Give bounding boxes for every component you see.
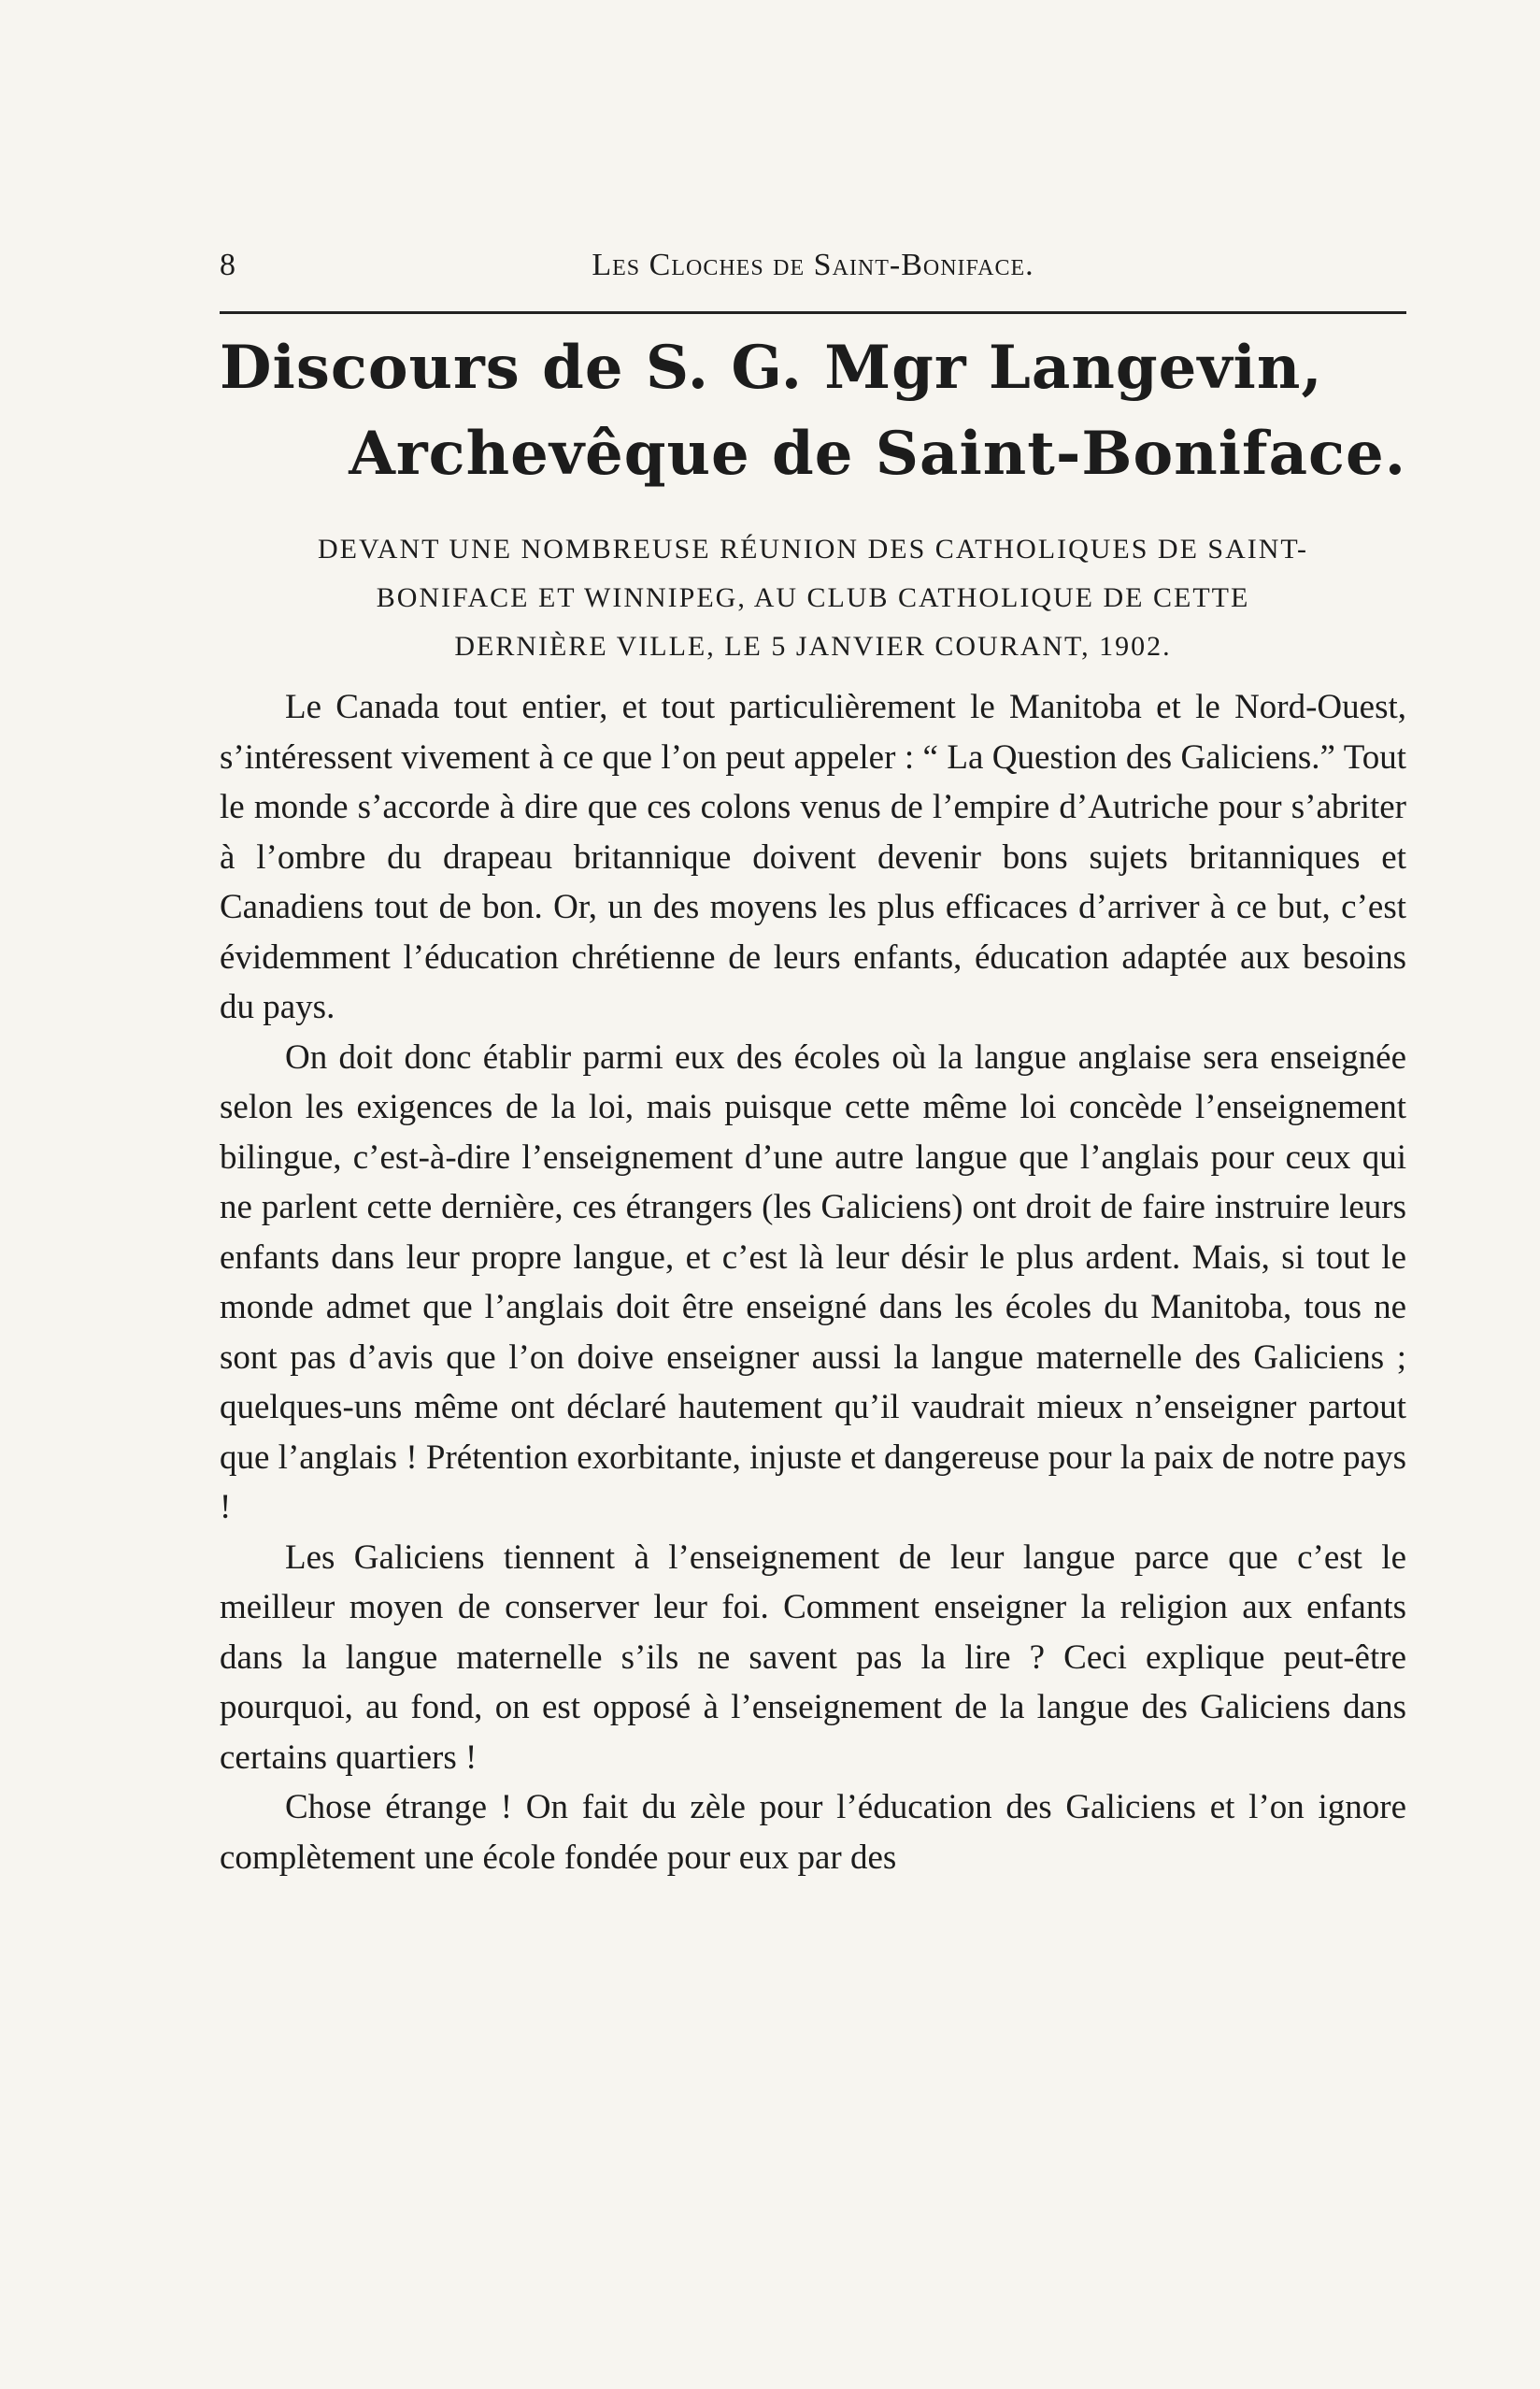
subtitle-line: DEVANT UNE NOMBREUSE RÉUNION DES CATHOLIQUES DE SAINT- xyxy=(318,534,1308,565)
paragraph: Le Canada tout entier, et tout particulièrement le Manitoba et le Nord-Ouest, s’intéressent vivement à ce que l’on peut appeler : “ La Question des Galiciens.” Tout le monde s’accorde à dire que ces colons venus de l’empire d’Autriche pour s’abriter à l’ombre du drapeau britannique doivent devenir bons sujets britanniques et Canadiens tout de bon. Or, un des moyens les plus efficaces d’arriver à ce but, c’est évidemment l’éducation chrétienne de leurs enfants, éducation adaptée aux besoins du pays. xyxy=(220,688,1406,1026)
running-title: Les Cloches de Saint-Boniface. xyxy=(592,248,1034,282)
subtitle-line: DERNIÈRE VILLE, LE 5 JANVIER COURANT, 1902. xyxy=(454,631,1172,662)
book-page xyxy=(220,238,1406,1882)
subtitle-line: BONIFACE ET WINNIPEG, AU CLUB CATHOLIQUE DE CETTE xyxy=(376,582,1250,613)
article-title-line-1: Discours de S. G. Mgr Langevin, xyxy=(220,333,1323,403)
paragraph: Les Galiciens tiennent à l’enseignement de leur langue parce que c’est le meilleur moyen de conserver leur foi. Comment enseigner la religion aux enfants dans la langue maternelle s’ils ne savent pas la lire ? Ceci explique peut-être pourquoi, au fond, on est opposé à l’enseignement de la langue des Galiciens dans certains quartiers ! xyxy=(220,1538,1406,1777)
running-header xyxy=(220,238,1406,285)
article-title-line-2: Archevêque de Saint-Boniface. xyxy=(349,419,1406,489)
article-subtitle xyxy=(220,525,1406,671)
header-rule xyxy=(220,311,1406,314)
article-body xyxy=(220,682,1406,1882)
page-number: 8 xyxy=(220,248,236,282)
paragraph: Chose étrange ! On fait du zèle pour l’éducation des Galiciens et l’on ignore complètement une école fondée pour eux par des xyxy=(220,1788,1406,1877)
paragraph: On doit donc établir parmi eux des écoles où la langue anglaise sera enseignée selon les exigences de la loi, mais puisque cette même loi concède l’enseignement bilingue, c’est-à-dire l’enseignement d’une autre langue que l’anglais pour ceux qui ne parlent cette dernière, ces étrangers (les Galiciens) ont droit de faire instruire leurs enfants dans leur propre langue, et c’est là leur désir le plus ardent. Mais, si tout le monde admet que l’anglais doit être enseigné dans les écoles du Manitoba, tous ne sont pas d’avis que l’on doive enseigner aussi la langue maternelle des Galiciens ; quelques-uns même ont déclaré hautement qu’il vaudrait mieux n’enseigner partout que l’anglais ! Prétention exorbitante, injuste et dangereuse pour la paix de notre pays ! xyxy=(220,1037,1406,1526)
